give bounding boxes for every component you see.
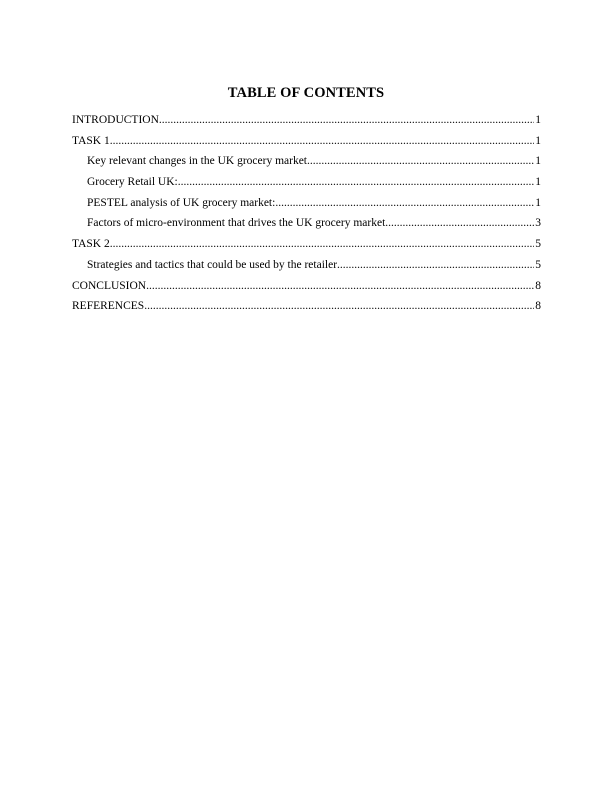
toc-entry-label: Key relevant changes in the UK grocery market: [87, 155, 308, 168]
toc-entry-label: Grocery Retail UK:: [87, 176, 178, 189]
toc-entry-label: Strategies and tactics that could be used by the retailer: [87, 258, 338, 271]
toc-heading: TABLE OF CONTENTS: [227, 85, 385, 101]
toc-dot-leader: [307, 154, 534, 168]
toc-list: [72, 113, 541, 320]
toc-entry-introduction[interactable]: [72, 113, 541, 134]
toc-entry-task-2[interactable]: [72, 237, 541, 258]
toc-entry-label: REFERENCES: [72, 300, 145, 313]
toc-page-number: 8: [535, 300, 541, 313]
toc-page-number: 1: [535, 176, 541, 189]
toc-dot-leader: [159, 113, 534, 127]
toc-dot-leader: [144, 299, 534, 313]
toc-page-number: 1: [535, 196, 541, 209]
toc-dot-leader: [178, 175, 535, 189]
toc-page-number: 5: [535, 238, 541, 251]
toc-entry-key-relevant-changes[interactable]: [72, 154, 541, 175]
toc-page-number: 1: [535, 155, 541, 168]
toc-entry-pestel-analysis[interactable]: [72, 196, 541, 217]
toc-entry-strategies-and-tactics[interactable]: [72, 258, 541, 279]
toc-entry-task-1[interactable]: [72, 134, 541, 155]
toc-entry-label: Factors of micro-environment that drives the UK grocery market: [87, 217, 386, 230]
toc-page-number: 5: [535, 258, 541, 271]
toc-page-number: 1: [535, 114, 541, 126]
toc-dot-leader: [110, 237, 535, 251]
toc-dot-leader: [146, 279, 534, 293]
toc-entry-references[interactable]: [72, 299, 541, 320]
toc-entry-grocery-retail-uk[interactable]: [72, 175, 541, 196]
toc-entry-label: PESTEL analysis of UK grocery market:: [87, 196, 276, 209]
toc-page-number: 3: [535, 217, 541, 230]
toc-entry-label: TASK 1: [72, 134, 110, 147]
toc-entry-label: INTRODUCTION: [72, 114, 159, 126]
toc-entry-micro-environment-factors[interactable]: [72, 216, 541, 237]
toc-entry-conclusion[interactable]: [72, 279, 541, 300]
toc-dot-leader: [337, 258, 534, 272]
toc-dot-leader: [275, 196, 534, 210]
toc-entry-label: CONCLUSION: [72, 279, 147, 292]
toc-page-number: 8: [535, 279, 541, 292]
toc-page-number: 1: [535, 134, 541, 147]
toc-dot-leader: [110, 134, 535, 148]
toc-dot-leader: [385, 216, 534, 230]
toc-entry-label: TASK 2: [72, 238, 110, 251]
